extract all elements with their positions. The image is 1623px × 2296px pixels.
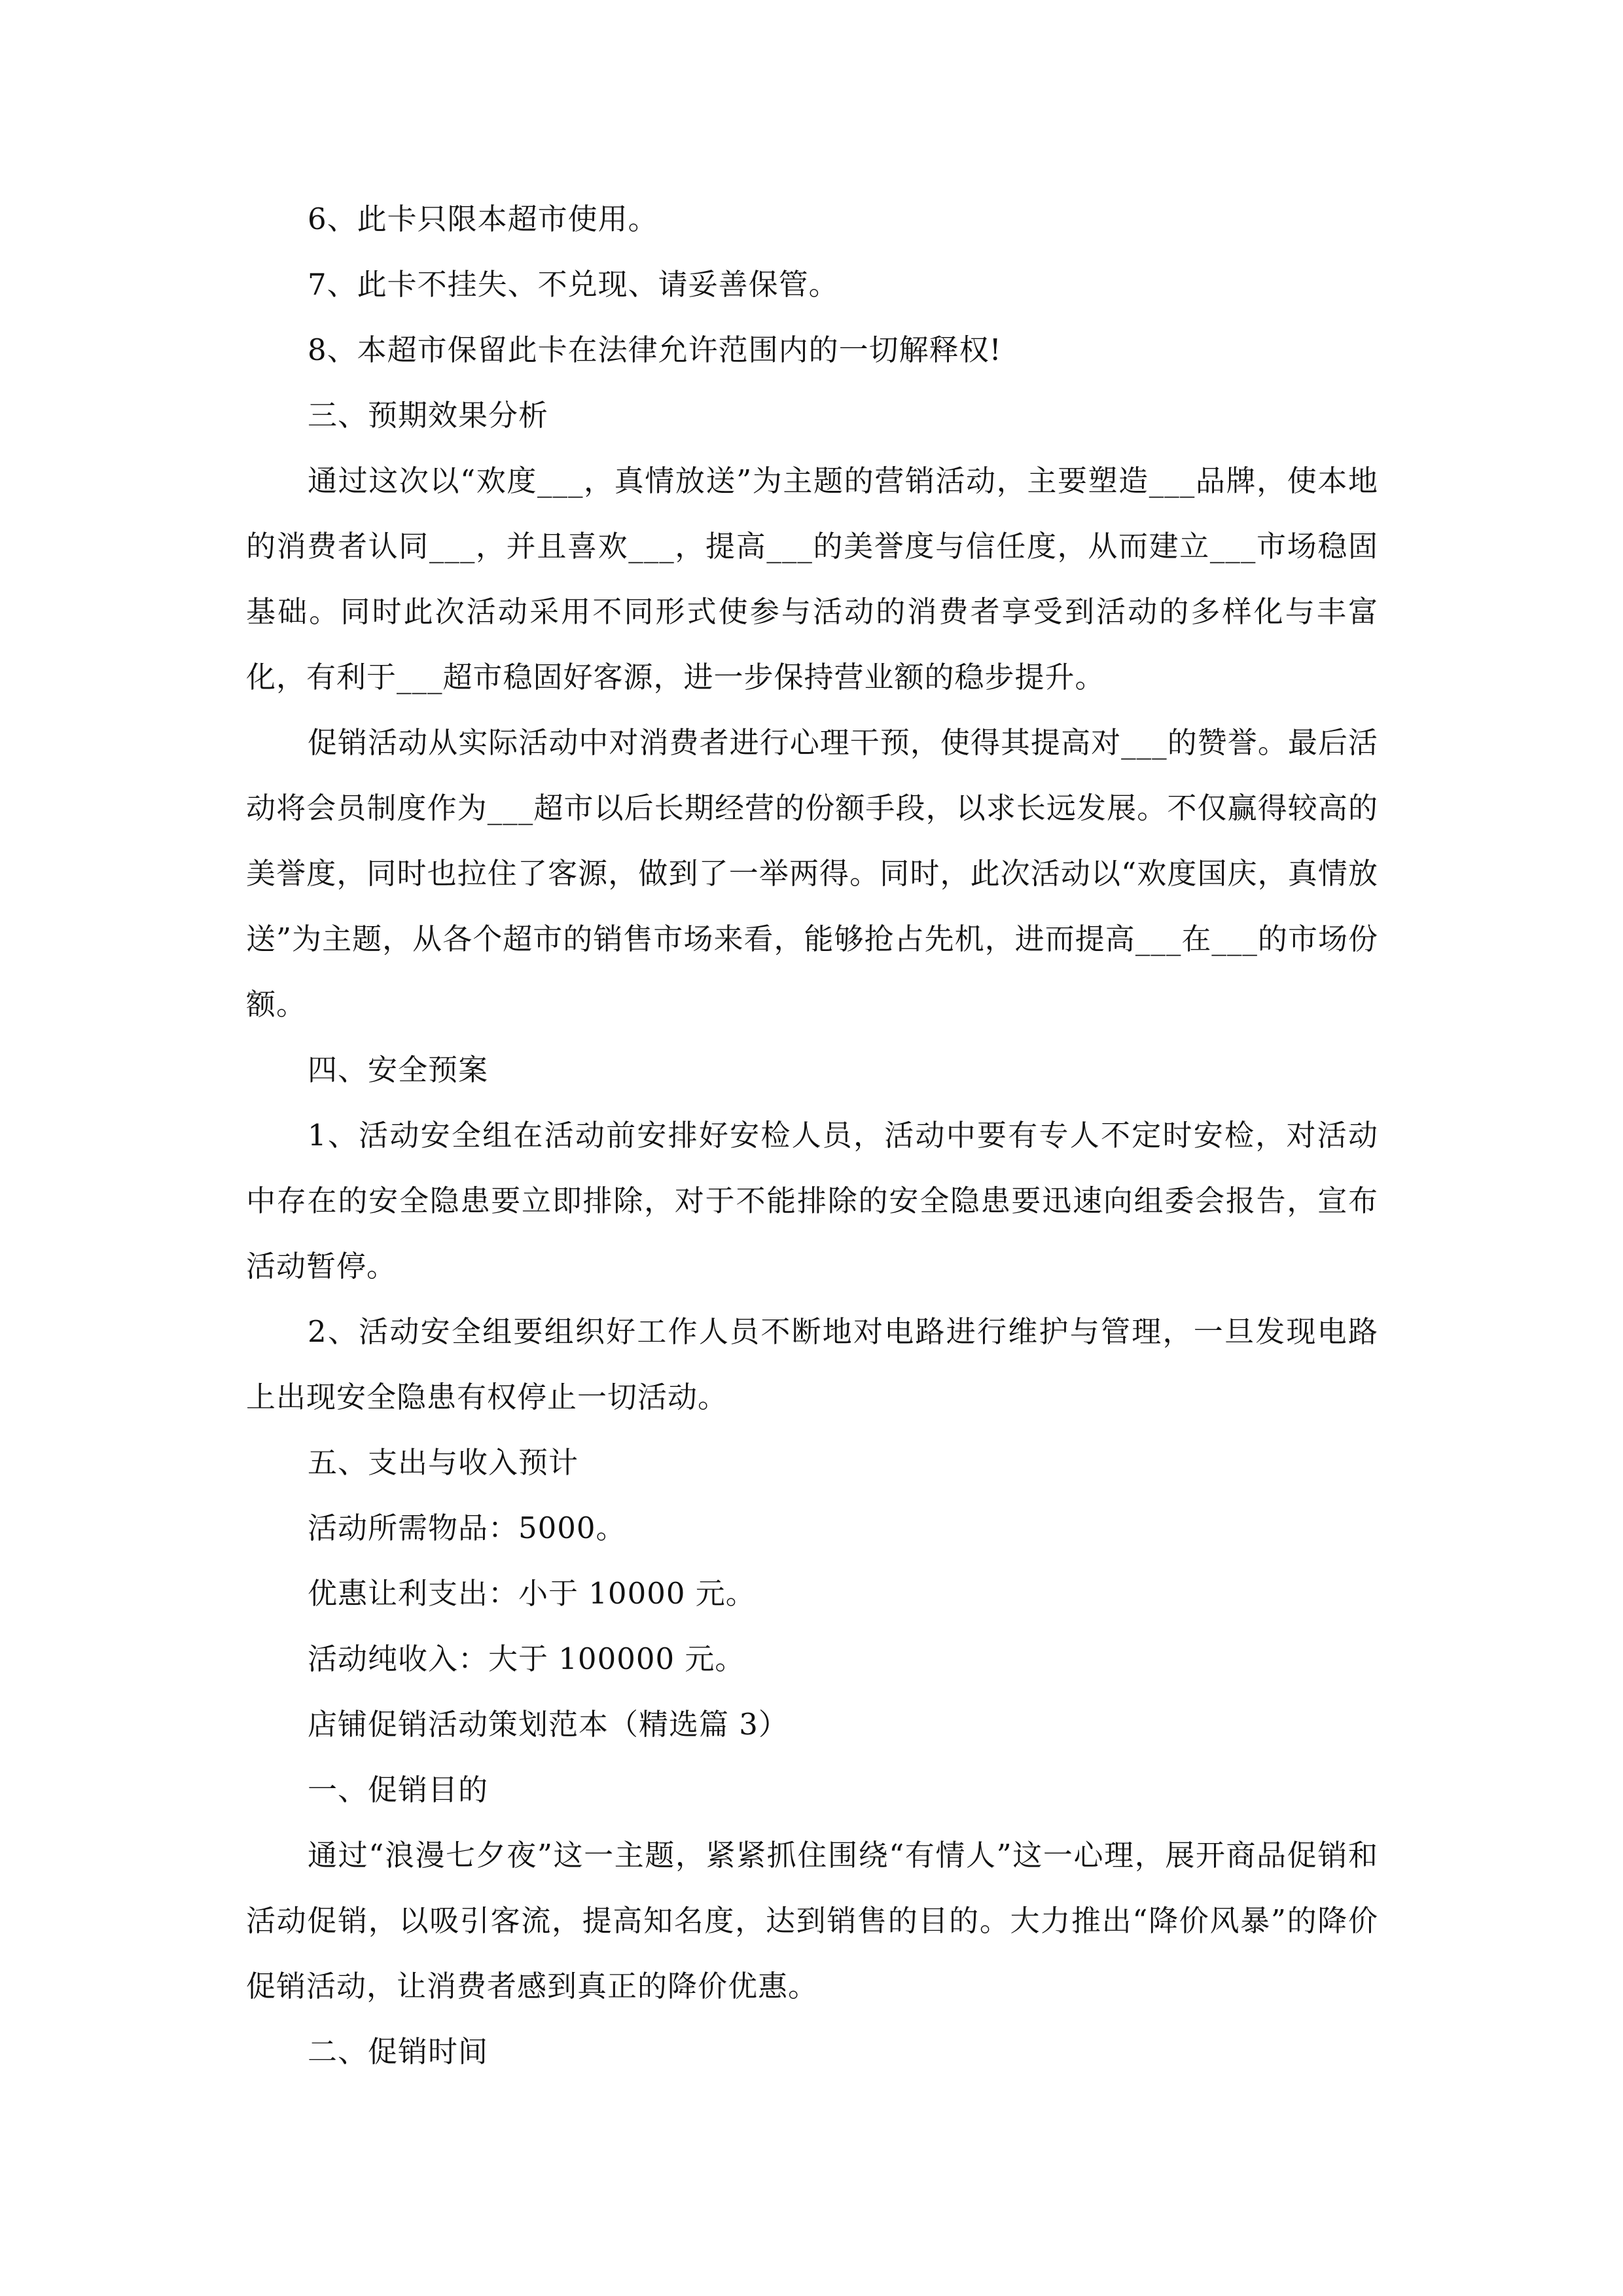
expected-effect-paragraph-1: 通过这次以“欢度___，真情放送”为主题的营销活动，主要塑造___品牌，使本地的消费者认同___，并且喜欢___，提高___的美誉度与信任度，从而建立___市场稳固基础。同时此次活动采用不同形式使参与活动的消费者享受到活动的多样化与丰富化，有利于___超市稳固好客源，进一步保持营业额的稳步提升。	[246, 463, 1378, 694]
card-rule-8: 8、本超市保留此卡在法律允许范围内的一切解释权!	[308, 332, 1002, 367]
section-heading-safety-plan: 四、安全预案	[308, 1052, 489, 1087]
card-rule-7: 7、此卡不挂失、不兑现、请妥善保管。	[308, 267, 839, 302]
budget-discount-expense: 优惠让利支出：小于 10000 元。	[308, 1576, 756, 1611]
budget-materials: 活动所需物品：5000。	[308, 1511, 626, 1545]
safety-plan-item-2: 2、活动安全组要组织好工作人员不断地对电路进行维护与管理，一旦发现电路上出现安全隐患有权停止一切活动。	[246, 1314, 1378, 1414]
safety-plan-item-1: 1、活动安全组在活动前安排好安检人员，活动中要有专人不定时安检，对活动中存在的安全隐患要立即排除，对于不能排除的安全隐患要迅速向组委会报告，宣布活动暂停。	[246, 1118, 1378, 1283]
expected-effect-paragraph-2: 促销活动从实际活动中对消费者进行心理干预，使得其提高对___的赞誉。最后活动将会员制度作为___超市以后长期经营的份额手段，以求长远发展。不仅赢得较高的美誉度，同时也拉住了客源，做到了一举两得。同时，此次活动以“欢度国庆，真情放送”为主题，从各个超市的销售市场来看，能够抢占先机，进而提高___在___的市场份额。	[246, 725, 1378, 1022]
section-heading-promotion-purpose: 一、促销目的	[308, 1772, 489, 1807]
section-heading-promotion-time: 二、促销时间	[308, 2034, 489, 2069]
card-rule-6: 6、此卡只限本超市使用。	[308, 202, 658, 236]
sample-title-3: 店铺促销活动策划范本（精选篇 3）	[308, 1707, 789, 1742]
promotion-purpose-paragraph: 通过“浪漫七夕夜”这一主题，紧紧抓住围绕“有情人”这一心理，展开商品促销和活动促销，以吸引客流，提高知名度，达到销售的目的。大力推出“降价风暴”的降价促销活动，让消费者感到真正的降价优惠。	[246, 1838, 1378, 2003]
section-heading-budget: 五、支出与收入预计	[308, 1445, 579, 1480]
section-heading-expected-effect: 三、预期效果分析	[308, 398, 549, 433]
budget-net-income: 活动纯收入：大于 100000 元。	[308, 1641, 745, 1676]
document-body	[246, 187, 1378, 2085]
